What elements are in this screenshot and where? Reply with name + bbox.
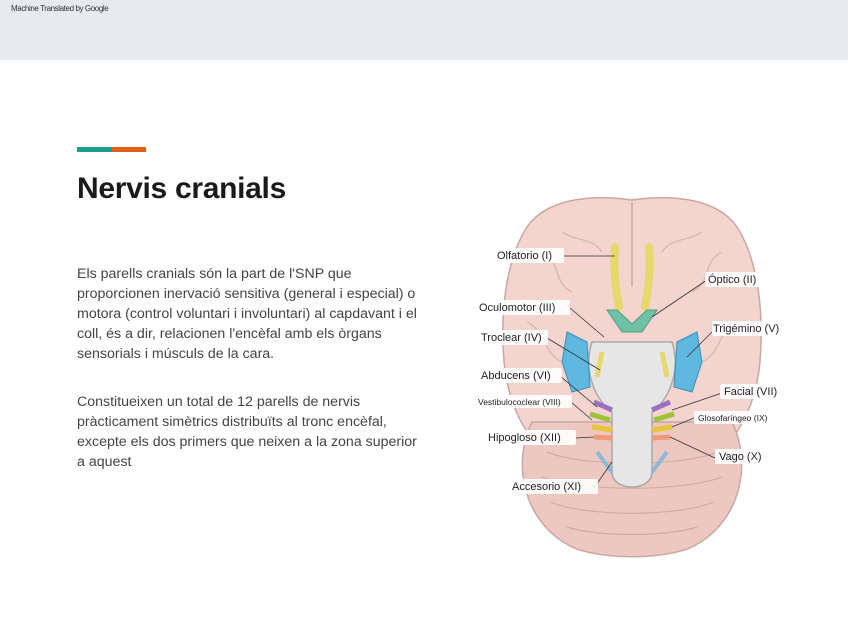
olfactory-nerve	[614, 247, 619, 307]
cranial-nerves-figure	[472, 192, 792, 570]
label-vago: Vago (X)	[719, 451, 762, 463]
label-olfatorio: Olfatorio (I)	[497, 250, 553, 262]
accent-orange-segment	[112, 147, 146, 152]
label-oculomotor: Oculomotor (III)	[479, 302, 556, 314]
top-bar	[0, 0, 848, 60]
label-glosofaringeo: Glosofaríngeo (IX)	[698, 413, 768, 423]
label-abducens: Abducens (VI)	[481, 370, 551, 382]
label-facial: Facial (VII)	[724, 386, 778, 398]
title-accent-bar	[77, 147, 146, 152]
label-troclear: Troclear (IV)	[481, 332, 542, 344]
accent-teal-segment	[77, 147, 112, 152]
slide-title: Nervis cranials	[77, 172, 286, 205]
summary-paragraph: Constitueixen un total de 12 parells de nervis pràcticament simètrics distribuïts al tronc encèfal, excepte els dos primers que neixen a la zona superior a aquest	[77, 394, 417, 470]
label-vestibulococlear: Vestibulococlear (VIII)	[478, 397, 561, 407]
label-optico: Óptico (II)	[708, 274, 757, 286]
intro-paragraph: Els parells cranials són la part de l'SNP que proporcionen inervació sensitiva (general i especial) o motora (control voluntari i involuntari) al capdavant i el coll, és a dir, relacionen l'encèfal amb els òrgans sensorials i músculs de la cara.	[77, 266, 417, 362]
machine-translation-note: Machine Translated by Google	[11, 4, 109, 13]
label-trigemino: Trigémino (V)	[713, 323, 780, 335]
label-hipogloso: Hipogloso (XII)	[488, 432, 561, 444]
label-accesorio: Accesorio (XI)	[512, 481, 582, 493]
brain-ventral-view-illustration	[472, 192, 792, 570]
